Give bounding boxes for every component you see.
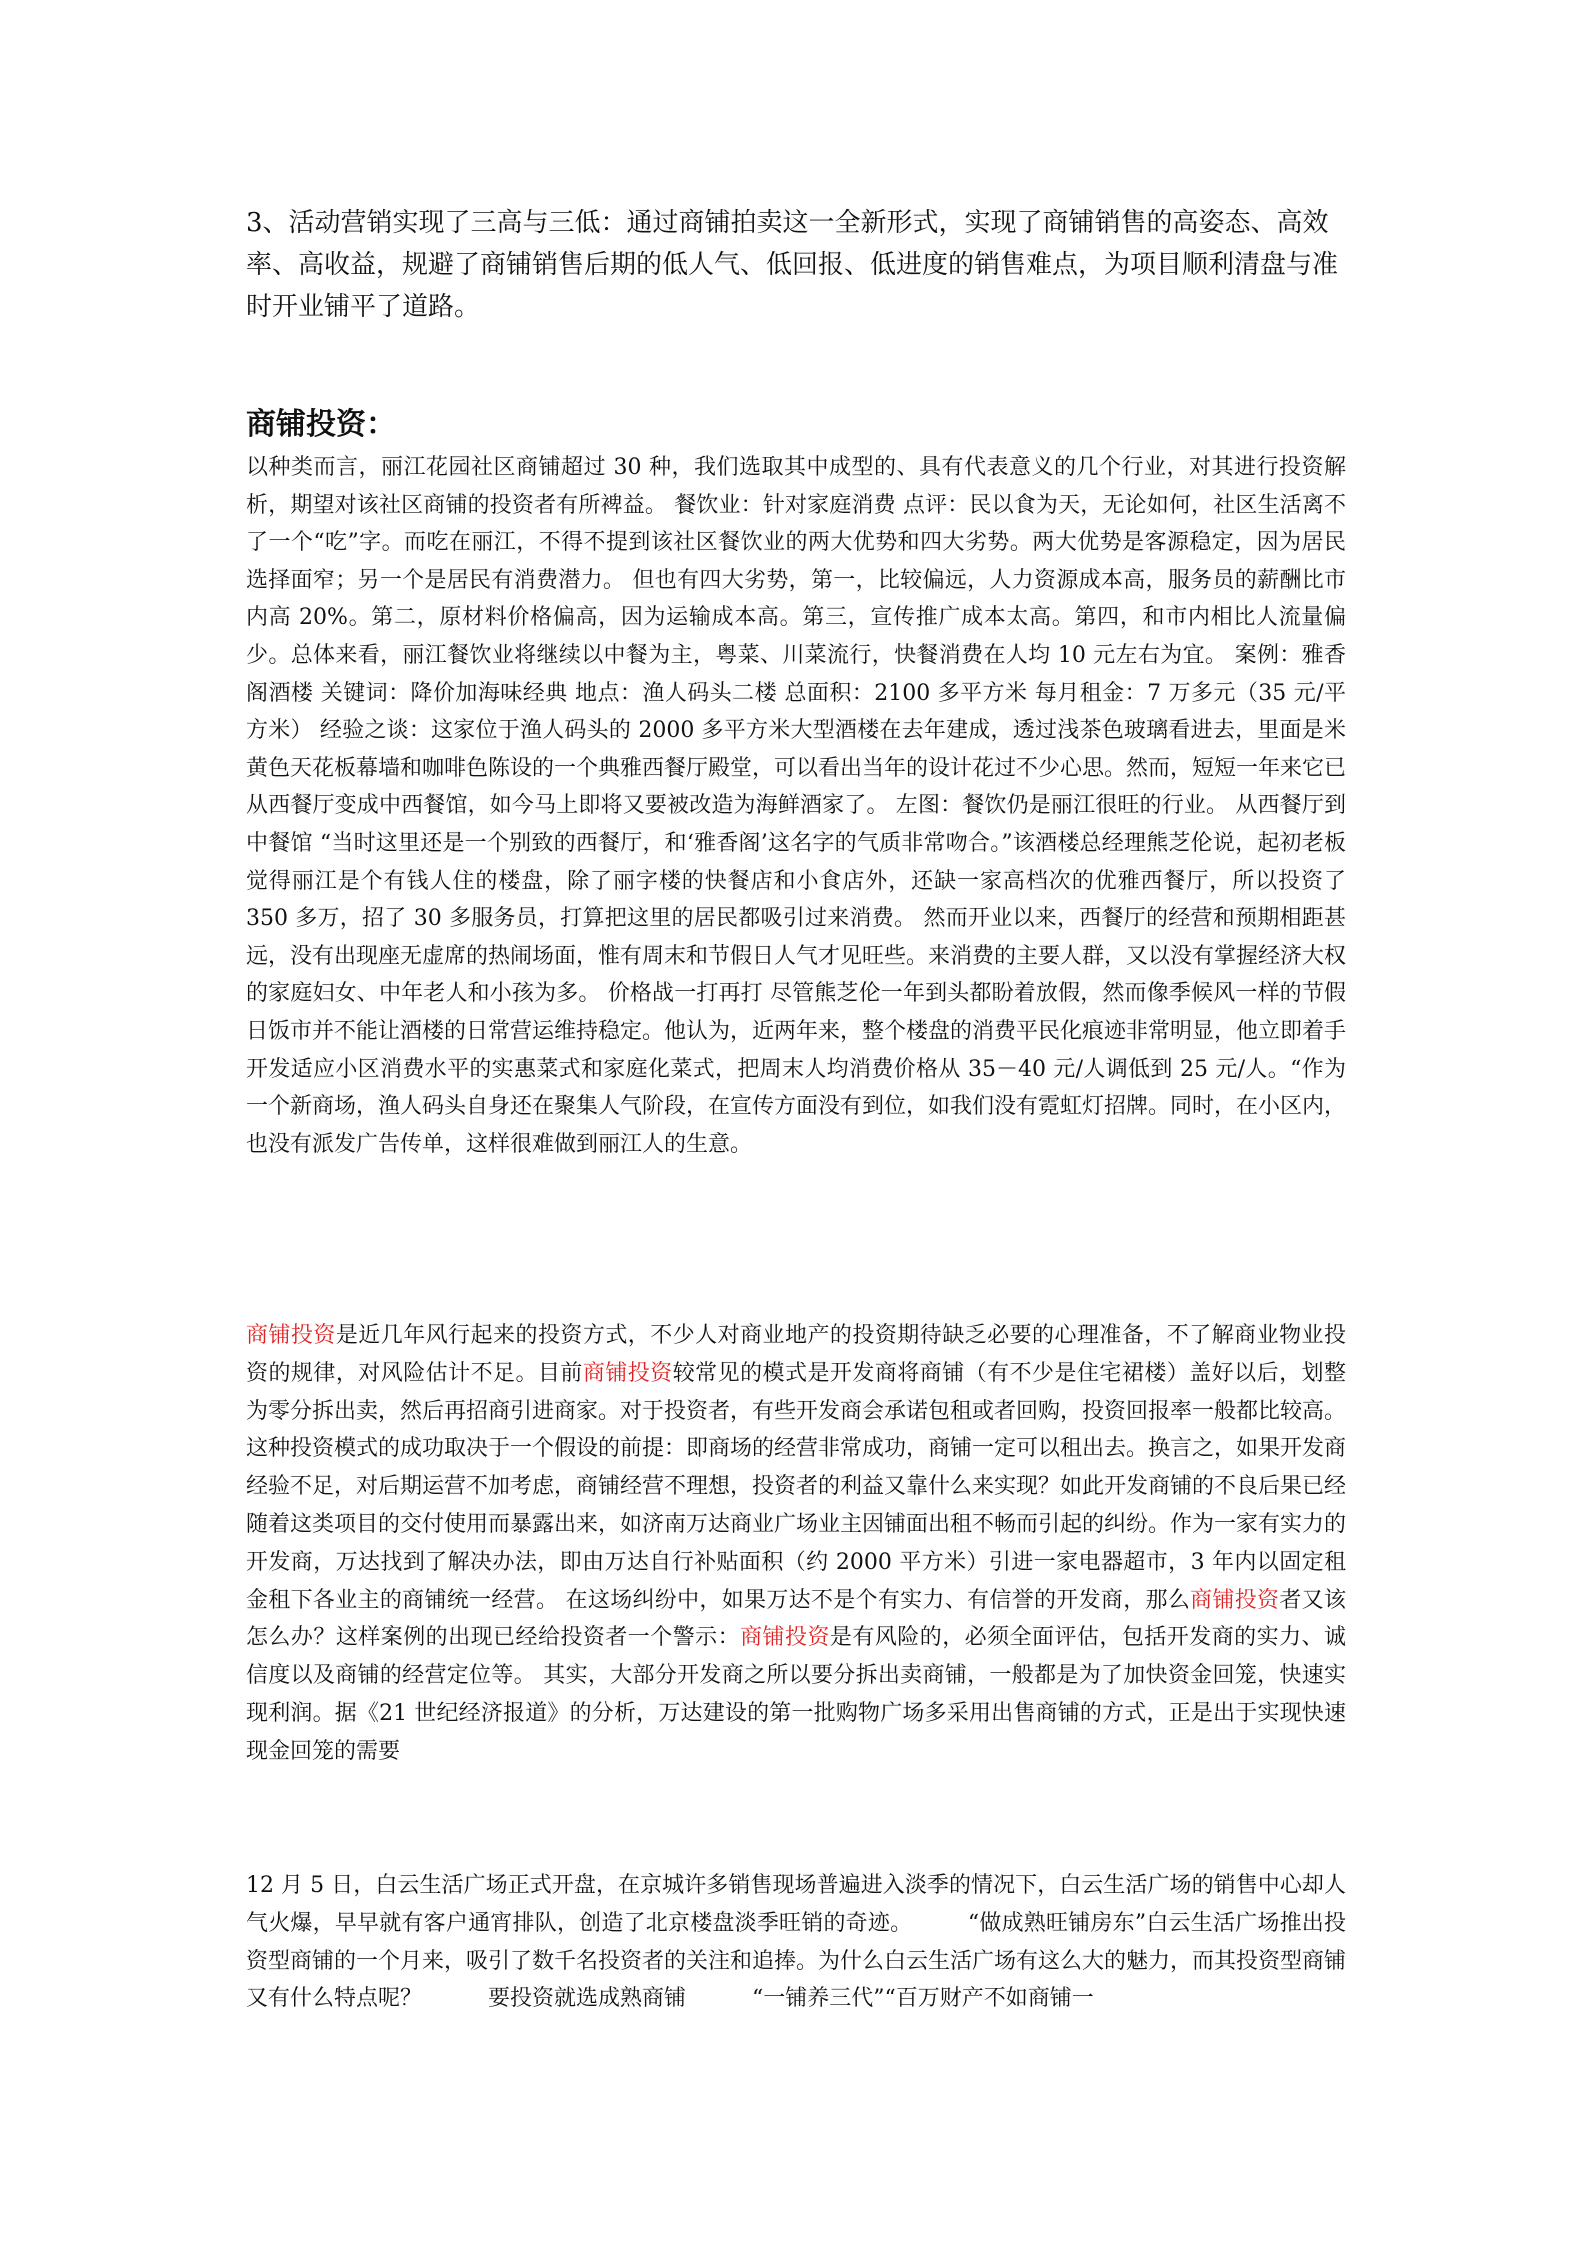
keyword-link[interactable]: 商铺投资 [582,1360,673,1386]
paragraph-text: 是近几年风行起来的投资方式，不少人对商业地产的投资期待缺乏必要的心理准备，不了解商业物业投资的规律，对风险估计不足。目前 [246,1323,1346,1386]
paragraph-shop-investment-risk [246,1317,1346,1771]
keyword-link[interactable]: 商铺投资 [740,1625,830,1651]
paragraph-activity-marketing [246,202,1346,328]
keyword-link[interactable]: 商铺投资 [1190,1587,1280,1613]
paragraph-shop-investment-analysis [246,449,1346,1163]
paragraph-text: 是有风险的，必须全面评估，包括开发商的实力、诚信度以及商铺的经营定位等。 其实，大部分开发商之所以要分拆出卖商铺，一般都是为了加快资金回笼，快速实现利润。据《21 世纪经济报道》的分析，万达建设的第一批购物广场多采用出售商铺的方式，正是出于实现快速现金回笼的需要 [246,1625,1346,1764]
paragraph-text: 较常见的模式是开发商将商铺（有不少是住宅裙楼）盖好以后，划整为零分拆出卖，然后再招商引进商家。对于投资者，有些开发商会承诺包租或者回购，投资回报率一般都比较高。 这种投资模式的成功取决于一个假设的前提：即商场的经营非常成功，商铺一定可以租出去。换言之，如果开发商经验不足，对后期运营不加考虑，商铺经营不理想，投资者的利益又靠什么来实现？如此开发商铺的不良后果已经随着这类项目的交付使用而暴露出来，如济南万达商业广场业主因铺面出租不畅而引起的纠纷。作为一家有实力的开发商，万达找到了解决办法，即由万达自行补贴面积（约 2000 平方米）引进一家电器超市，3 年内以固定租金租下各业主的商铺统一经营。 在这场纠纷中，如果万达不是个有实力、有信誉的开发商，那么 [246,1360,1347,1613]
keyword-link[interactable]: 商铺投资 [246,1323,336,1348]
paragraph-baiyun-plaza [246,1867,1346,2018]
section-heading: 商铺投资： [246,407,396,442]
paragraph-text: 者又该怎么办？这样案例的出现已经给投资者一个警示： [246,1587,1346,1651]
paragraph-text: 3、活动营销实现了三高与三低：通过商铺拍卖这一全新形式，实现了商铺销售的高姿态、高效率、高收益，规避了商铺销售后期的低人气、低回报、低进度的销售难点，为项目顺利清盘与准时开业铺平了道路。 [246,208,1339,322]
paragraph-text: 12 月 5 日，白云生活广场正式开盘，在京城许多销售现场普遍进入淡季的情况下，白云生活广场的销售中心却人气火爆，早早就有客户通宵排队，创造了北京楼盘淡季旺销的奇迹。 “做成熟旺铺房东”白云生活广场推出投资型商铺的一个月来，吸引了数千名投资者的关注和追捧。为什么白云生活广场有这么大的魅力，而其投资型商铺又有什么特点呢？ 要投资就选成熟商铺 “一铺养三代”“百万财产不如商铺一 [246,1873,1347,2012]
paragraph-text: 以种类而言，丽江花园社区商铺超过 30 种，我们选取其中成型的、具有代表意义的几个行业，对其进行投资解析，期望对该社区商铺的投资者有所裨益。 餐饮业：针对家庭消费 点评：民以食为天，无论如何，社区生活离不了一个“吃”字。而吃在丽江，不得不提到该社区餐饮业的两大优势和四大劣势。两大优势是客源稳定，因为居民选择面窄；另一个是居民有消费潜力。 但也有四大劣势，第一，比较偏远，人力资源成本高，服务员的薪酬比市内高 20%。第二，原材料价格偏高，因为运输成本高。第三，宣传推广成本太高。第四，和市内相比人流量偏少。总体来看，丽江餐饮业将继续以中餐为主，粤菜、川菜流行，快餐消费在人均 10 元左右为宜。 案例：雅香阁酒楼 关键词：降价加海味经典 地点：渔人码头二楼 总面积：2100 多平方米 每月租金：7 万多元（35 元/平方米） 经验之谈：这家位于渔人码头的 2000 多平方米大型酒楼在去年建成，透过浅茶色玻璃看进去，里面是米黄色天花板幕墙和咖啡色陈设的一个典雅西餐厅殿堂，可以看出当年的设计花过不少心思。然而，短短一年来它已从西餐厅变成中西餐馆，如今马上即将又要被改造为海鲜酒家了。 左图：餐饮仍是丽江很旺的行业。 从西餐厅到中餐馆 “当时这里还是一个别致的西餐厅，和‘雅香阁’这名字的气质非常吻合。”该酒楼总经理熊芝伦说，起初老板觉得丽江是个有钱人住的楼盘，除了丽字楼的快餐店和小食店外，还缺一家高档次的优雅西餐厅，所以投资了 350 多万，招了 30 多服务员，打算把这里的居民都吸引过来消费。 然而开业以来，西餐厅的经营和预期相距甚远，没有出现座无虚席的热闹场面，惟有周末和节假日人气才见旺些。来消费的主要人群，又以没有掌握经济大权的家庭妇女、中年老人和小孩为多。 价格战一打再打 尽管熊芝伦一年到头都盼着放假，然而像季候风一样的节假日饭市并不能让酒楼的日常营运维持稳定。他认为，近两年来，整个楼盘的消费平民化痕迹非常明显，他立即着手开发适应小区消费水平的实惠菜式和家庭化菜式，把周末人均消费价格从 35－40 元/人调低到 25 元/人。“作为一个新商场，渔人码头自身还在聚集人气阶段，在宣传方面没有到位，如我们没有霓虹灯招牌。同时，在小区内，也没有派发广告传单，这样很难做到丽江人的生意。 [246,455,1347,1157]
